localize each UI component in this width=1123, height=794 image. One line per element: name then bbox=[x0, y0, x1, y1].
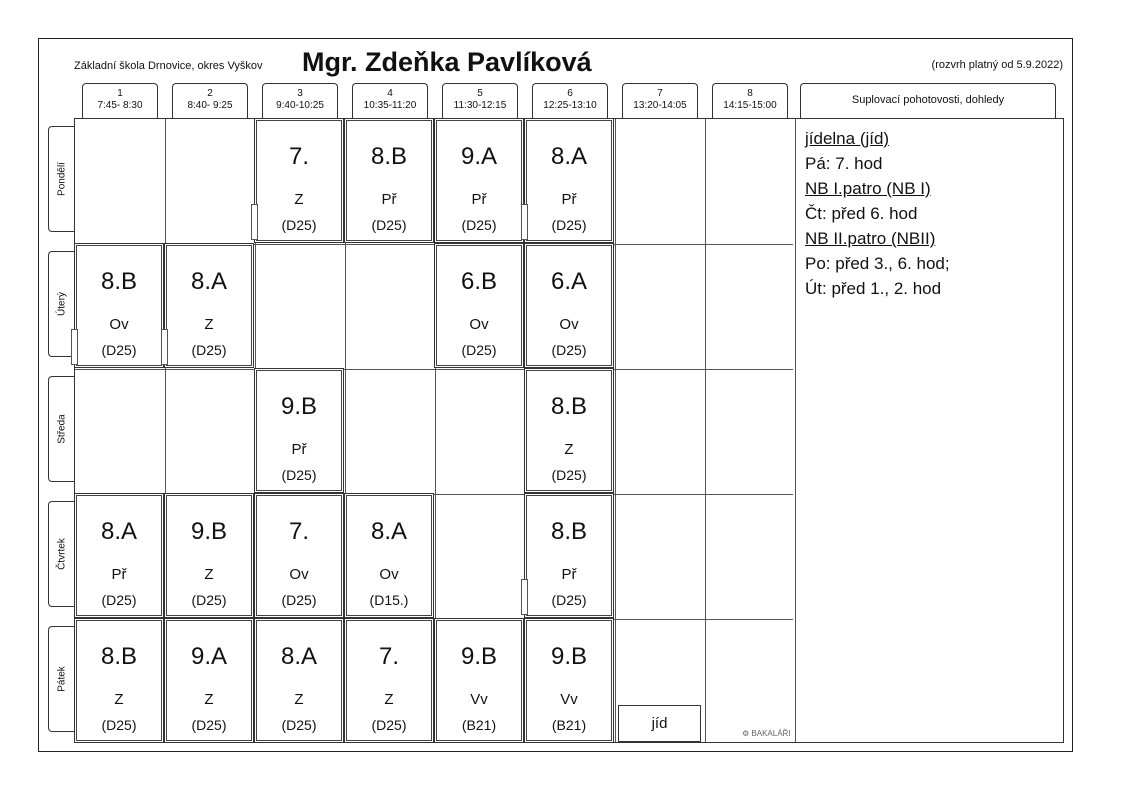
lesson-room: (D25) bbox=[551, 217, 587, 233]
lesson-subject: Ov bbox=[289, 566, 309, 583]
lesson-room: (B21) bbox=[461, 717, 497, 733]
supervision-place: NB I.patro (NB I) bbox=[805, 179, 931, 198]
period-time: 10:35-11:20 bbox=[363, 100, 417, 111]
lesson-class: 8.B bbox=[100, 268, 138, 295]
day-tab-5 bbox=[48, 626, 74, 732]
lesson-subject: Ov bbox=[559, 316, 579, 333]
day-label: Čtvrtek bbox=[56, 538, 67, 570]
period-header-5 bbox=[442, 83, 518, 118]
lesson-cell[interactable] bbox=[524, 118, 614, 243]
day-tab-4 bbox=[48, 501, 74, 607]
supervision-place: jídelna (jíd) bbox=[805, 129, 890, 148]
lesson-subject: Z bbox=[294, 691, 304, 708]
period-number: 8 bbox=[747, 88, 753, 99]
lesson-room: (D25) bbox=[281, 592, 317, 608]
day-label: Pátek bbox=[56, 666, 67, 692]
logo-text: BAKALÁŘI bbox=[751, 729, 791, 738]
group-marker bbox=[521, 204, 528, 240]
period-header-3 bbox=[262, 83, 338, 118]
group-marker bbox=[251, 204, 258, 240]
period-header-7 bbox=[622, 83, 698, 118]
lesson-class: 8.A bbox=[100, 518, 138, 545]
lesson-room: (D25) bbox=[281, 467, 317, 483]
lesson-room: (D25) bbox=[101, 717, 137, 733]
lesson-class: 8.A bbox=[370, 518, 408, 545]
period-number: 3 bbox=[297, 88, 303, 99]
lesson-class: 8.B bbox=[370, 143, 408, 170]
lesson-room: (D25) bbox=[191, 717, 227, 733]
lesson-class: 9.B bbox=[190, 518, 228, 545]
grid-col-line bbox=[795, 119, 796, 742]
lesson-subject: Ov bbox=[379, 566, 399, 583]
period-time: 12:25-13:10 bbox=[543, 100, 597, 111]
lesson-class: 7. bbox=[288, 518, 309, 545]
period-number: 1 bbox=[117, 88, 123, 99]
lesson-subject: Ov bbox=[109, 316, 129, 333]
lesson-cell[interactable] bbox=[254, 368, 344, 493]
lesson-cell[interactable] bbox=[344, 618, 434, 743]
lesson-room: (D25) bbox=[371, 217, 407, 233]
period-header-4 bbox=[352, 83, 428, 118]
period-time: 7:45- 8:30 bbox=[97, 100, 143, 111]
lesson-subject: Z bbox=[384, 691, 394, 708]
supervision-place: NB II.patro (NBII) bbox=[805, 229, 936, 248]
lesson-subject: Př bbox=[111, 566, 127, 583]
lesson-room: (D25) bbox=[551, 467, 587, 483]
day-label: Středa bbox=[56, 414, 67, 444]
supervision-time: Čt: před 6. hod bbox=[805, 204, 918, 223]
lesson-room: (D25) bbox=[371, 717, 407, 733]
lesson-subject: Př bbox=[381, 191, 397, 208]
lesson-cell[interactable] bbox=[434, 618, 524, 743]
lesson-subject: Př bbox=[291, 441, 307, 458]
lesson-cell[interactable] bbox=[164, 618, 254, 743]
lesson-room: (D25) bbox=[191, 592, 227, 608]
group-marker bbox=[71, 329, 78, 365]
lesson-class: 8.A bbox=[280, 643, 318, 670]
lesson-room: (D25) bbox=[551, 592, 587, 608]
grid-col-line bbox=[705, 119, 706, 742]
lesson-subject: Ov bbox=[469, 316, 489, 333]
day-label: Pondělí bbox=[56, 162, 67, 196]
lesson-class: 7. bbox=[378, 643, 399, 670]
friday-duty-box: jíd bbox=[618, 705, 701, 742]
lesson-class: 6.A bbox=[550, 268, 588, 295]
lesson-cell[interactable] bbox=[524, 618, 614, 743]
lesson-cell[interactable] bbox=[164, 493, 254, 618]
lesson-class: 6.B bbox=[460, 268, 498, 295]
lesson-class: 8.B bbox=[550, 393, 588, 420]
supervision-time: Pá: 7. hod bbox=[805, 154, 883, 173]
lesson-subject: Vv bbox=[560, 691, 578, 708]
school-name: Základní škola Drnovice, okres Vyškov bbox=[74, 60, 263, 72]
period-time: 8:40- 9:25 bbox=[187, 100, 233, 111]
lesson-room: (D15.) bbox=[369, 592, 409, 608]
bakalari-logo bbox=[742, 729, 791, 738]
lesson-subject: Z bbox=[294, 191, 304, 208]
lesson-class: 8.A bbox=[190, 268, 228, 295]
lesson-cell[interactable] bbox=[524, 243, 614, 368]
lesson-room: (D25) bbox=[281, 217, 317, 233]
period-header-6 bbox=[532, 83, 608, 118]
lesson-subject: Př bbox=[471, 191, 487, 208]
lesson-room: (D25) bbox=[101, 342, 137, 358]
lesson-subject: Z bbox=[204, 316, 214, 333]
lesson-room: (D25) bbox=[281, 717, 317, 733]
lesson-cell[interactable] bbox=[434, 118, 524, 243]
supervision-time: Po: před 3., 6. hod; bbox=[805, 254, 950, 273]
lesson-class: 8.A bbox=[550, 143, 588, 170]
lesson-subject: Př bbox=[561, 566, 577, 583]
period-number: 6 bbox=[567, 88, 573, 99]
day-label: Úterý bbox=[56, 292, 67, 316]
lesson-class: 9.B bbox=[550, 643, 588, 670]
lesson-class: 8.B bbox=[550, 518, 588, 545]
lesson-cell[interactable] bbox=[434, 243, 524, 368]
lesson-cell[interactable] bbox=[254, 118, 344, 243]
lesson-cell[interactable] bbox=[254, 618, 344, 743]
lesson-room: (D25) bbox=[191, 342, 227, 358]
lesson-cell[interactable] bbox=[74, 493, 164, 618]
lesson-class: 9.A bbox=[460, 143, 498, 170]
lesson-room: (D25) bbox=[551, 342, 587, 358]
lesson-room: (B21) bbox=[551, 717, 587, 733]
lesson-subject: Z bbox=[204, 566, 214, 583]
lesson-subject: Vv bbox=[470, 691, 488, 708]
lesson-cell[interactable] bbox=[524, 493, 614, 618]
lesson-cell[interactable] bbox=[164, 243, 254, 368]
lesson-room: (D25) bbox=[461, 342, 497, 358]
period-time: 13:20-14:05 bbox=[633, 100, 687, 111]
day-tab-3 bbox=[48, 376, 74, 482]
grid-row-line bbox=[75, 369, 793, 370]
lesson-class: 9.B bbox=[280, 393, 318, 420]
teacher-name: Mgr. Zdeňka Pavlíková bbox=[302, 47, 592, 77]
period-number: 4 bbox=[387, 88, 393, 99]
period-number: 5 bbox=[477, 88, 483, 99]
lesson-cell[interactable] bbox=[254, 493, 344, 618]
group-marker bbox=[521, 579, 528, 615]
supervision-list bbox=[805, 126, 950, 301]
lesson-subject: Z bbox=[114, 691, 124, 708]
period-number: 7 bbox=[657, 88, 663, 99]
period-header-1 bbox=[82, 83, 158, 118]
period-time: 14:15-15:00 bbox=[723, 100, 777, 111]
lesson-subject: Př bbox=[561, 191, 577, 208]
lesson-cell[interactable] bbox=[344, 118, 434, 243]
lesson-cell[interactable] bbox=[524, 368, 614, 493]
lesson-cell[interactable] bbox=[74, 243, 164, 368]
grid-col-line bbox=[615, 119, 616, 742]
lesson-room: (D25) bbox=[101, 592, 137, 608]
period-time: 11:30-12:15 bbox=[453, 100, 507, 111]
lesson-class: 7. bbox=[288, 143, 309, 170]
lesson-class: 8.B bbox=[100, 643, 138, 670]
group-marker bbox=[161, 329, 168, 365]
lesson-cell[interactable] bbox=[344, 493, 434, 618]
lesson-cell[interactable] bbox=[74, 618, 164, 743]
lesson-class: 9.A bbox=[190, 643, 228, 670]
lesson-subject: Z bbox=[564, 441, 574, 458]
lesson-class: 9.B bbox=[460, 643, 498, 670]
period-number: 2 bbox=[207, 88, 213, 99]
supervision-header: Suplovací pohotovosti, dohledy bbox=[800, 83, 1056, 118]
period-header-2 bbox=[172, 83, 248, 118]
lesson-room: (D25) bbox=[461, 217, 497, 233]
day-tab-1 bbox=[48, 126, 74, 232]
period-time: 9:40-10:25 bbox=[276, 100, 324, 111]
gear-icon: ⚙ bbox=[742, 729, 750, 738]
period-header-8 bbox=[712, 83, 788, 118]
valid-from: (rozvrh platný od 5.9.2022) bbox=[931, 59, 1063, 71]
supervision-time: Út: před 1., 2. hod bbox=[805, 279, 942, 298]
lesson-subject: Z bbox=[204, 691, 214, 708]
